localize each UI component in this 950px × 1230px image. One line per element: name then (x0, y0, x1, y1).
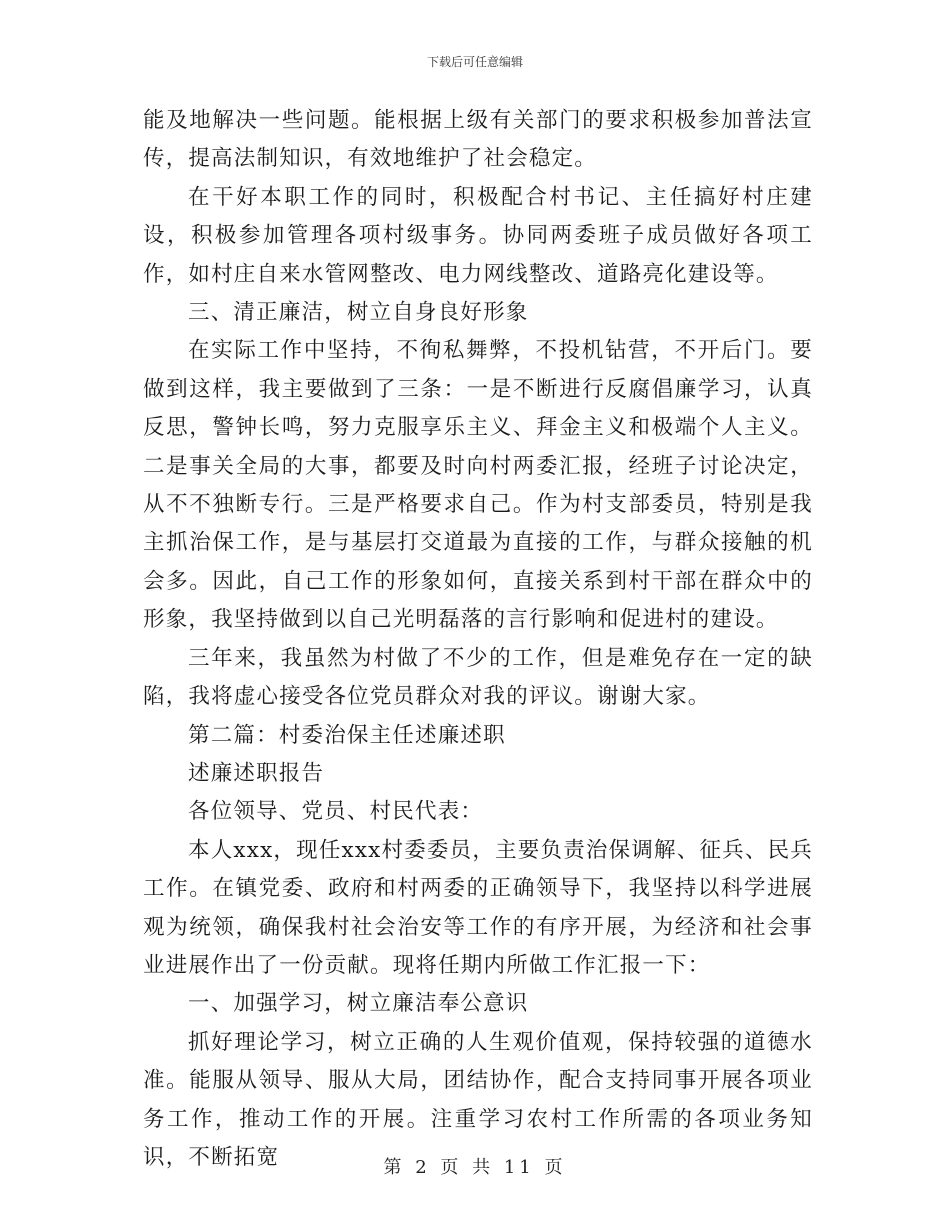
report-title: 述廉述职报告 (188, 760, 325, 786)
paragraph: 能及地解决一些问题。能根据上级有关部门的要求积极参加普法宣传，提高法制知识，有效地维护了社会稳定。 (143, 108, 813, 172)
paragraph: 三年来，我虽然为村做了不少的工作，但是难免存在一定的缺陷，我将虚心接受各位党员群众对我的评议。谢谢大家。 (143, 645, 813, 710)
chapter-heading: 第二篇：村委治保主任述廉述职 (188, 722, 506, 748)
paragraph: 抓好理论学习，树立正确的人生观价值观，保持较强的道德水准。能服从领导、服从大局，团结协作，配合支持同事开展各项业务工作，推动工作的开展。注重学习农村工作所需的各项业务知识，不断拓宽 (143, 1029, 813, 1170)
page-number-footer: 第 2 页 共 11 页 (383, 1157, 567, 1178)
document-body (143, 102, 813, 1177)
paragraph: 在干好本职工作的同时，积极配合村书记、主任搞好村庄建设，积极参加管理各项村级事务。协同两委班子成员做好各项工作，如村庄自来水管网整改、电力网线整改、道路亮化建设等。 (143, 184, 813, 287)
section-heading: 三、清正廉洁，树立自身良好形象 (188, 300, 529, 326)
salutation: 各位领导、党员、村民代表： (188, 799, 484, 825)
page-header: 下载后可任意编辑 (426, 55, 523, 69)
section-heading: 一、加强学习，树立廉洁奉公意识 (188, 991, 529, 1017)
paragraph: 在实际工作中坚持，不徇私舞弊，不投机钻营，不开后门。要做到这样，我主要做到了三条：一是不断进行反腐倡廉学习，认真反思，警钟长鸣，努力克服享乐主义、拜金主义和极端个人主义。二是事关全局的大事，都要及时向村两委汇报，经班子讨论决定，从不不独断专行。三是严格要求自己。作为村支部委员，特别是我主抓治保工作，是与基层打交道最为直接的工作，与群众接触的机会多。因此，自己工作的形象如何，直接关系到村干部在群众中的形象，我坚持做到以自己光明磊落的言行影响和促进村的建设。 (143, 338, 813, 633)
paragraph: 本人xxx，现任xxx村委委员，主要负责治保调解、征兵、民兵工作。在镇党委、政府和村两委的正确领导下，我坚持以科学进展观为统领，确保我村社会治安等工作的有序开展，为经济和社会事业进展作出了一份贡献。现将任期内所做工作汇报一下： (143, 837, 813, 978)
